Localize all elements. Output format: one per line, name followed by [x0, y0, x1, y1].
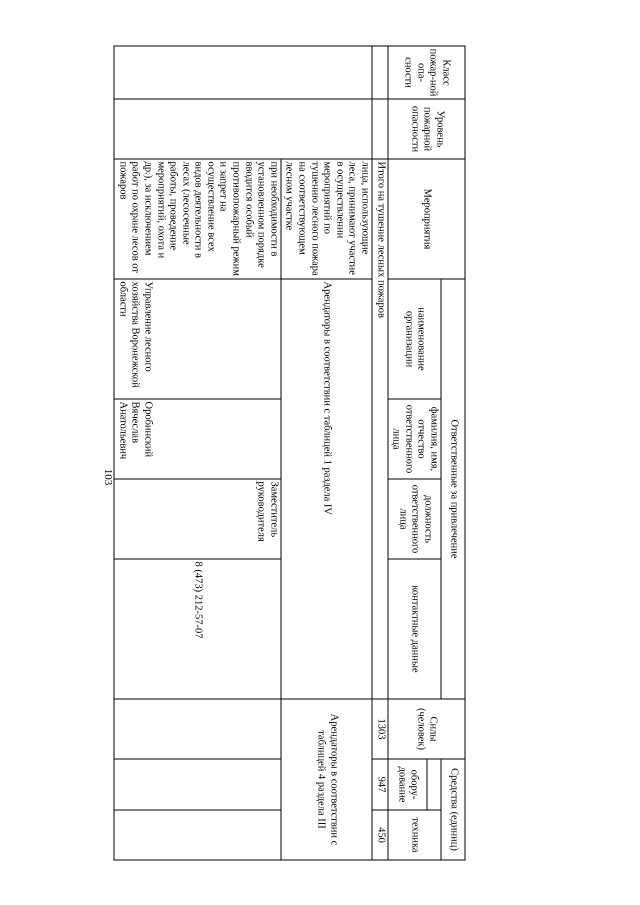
- fire-measures-table: [114, 46, 466, 861]
- header-equipment: обору-дование: [388, 759, 427, 810]
- page-number: 103: [102, 468, 114, 486]
- leasers-resources: Арендаторы в соответствии с таблицей 4 раздела III: [281, 699, 372, 860]
- regime-org: Управление лесного хозяйства Воронежской области: [114, 279, 281, 399]
- header-person-name: фамилия, имя, отчество ответственного лица: [388, 399, 441, 479]
- total-label: Итого на тушение лесных пожаров: [372, 159, 388, 699]
- regime-forces-empty: [114, 699, 281, 759]
- leasers-responsible: Арендаторы в соответствии с таблицей 1 раздела IV: [281, 279, 372, 699]
- fire-measures-table-sheet: [117, 46, 466, 860]
- header-org-name: наименование организации: [388, 279, 441, 399]
- total-class-cell: [372, 46, 388, 99]
- regime-contacts: 8 (473) 212-57-07: [114, 559, 281, 699]
- regime-position: Заместитель руководителя: [114, 479, 281, 559]
- total-level-cell: [372, 99, 388, 159]
- level-cell: [114, 99, 372, 159]
- regime-measure: при необходимости в установленном порядке вводится особый противопожарный режим и запрет на осуществление всех видов деятельности в лесах (лесосечные работы, проведение мероприятий, охота и др.), за исключением работ по охране лесов от пожаров: [114, 159, 281, 279]
- header-means-empty: [427, 759, 441, 810]
- total-forces: 1303: [372, 699, 388, 759]
- header-responsible: Ответственные за привлечение: [441, 279, 465, 699]
- header-measures: Мероприятия: [388, 159, 465, 279]
- class-cell: [114, 46, 372, 99]
- header-position: должность ответственного лица: [388, 479, 441, 559]
- total-equipment: 947: [372, 759, 388, 810]
- header-machinery: техника: [388, 810, 441, 860]
- header-row-1: [441, 46, 465, 860]
- total-row: [372, 46, 388, 860]
- header-means: Средства (единиц): [441, 759, 465, 860]
- regime-person: Оробинский Вячеслав Анатольевич: [114, 399, 281, 479]
- regime-equipment-empty: [114, 759, 281, 810]
- header-fire-level: Уровень пожарной опасности: [388, 99, 465, 159]
- header-class-fire-hazard: Класс пожар-ной опа-сности: [388, 46, 465, 99]
- regime-machinery-empty: [114, 810, 281, 860]
- header-contacts: контактные данные: [388, 559, 441, 699]
- leasers-measure: лица, использующие леса, принимают участие в осуществлении мероприятий по тушению лесного пожара на соответствующем лесном участке: [281, 159, 372, 279]
- leasers-row: [281, 46, 372, 860]
- regime-row: [114, 46, 281, 860]
- total-machinery: 450: [372, 810, 388, 860]
- header-forces: Силы (человек): [388, 699, 465, 759]
